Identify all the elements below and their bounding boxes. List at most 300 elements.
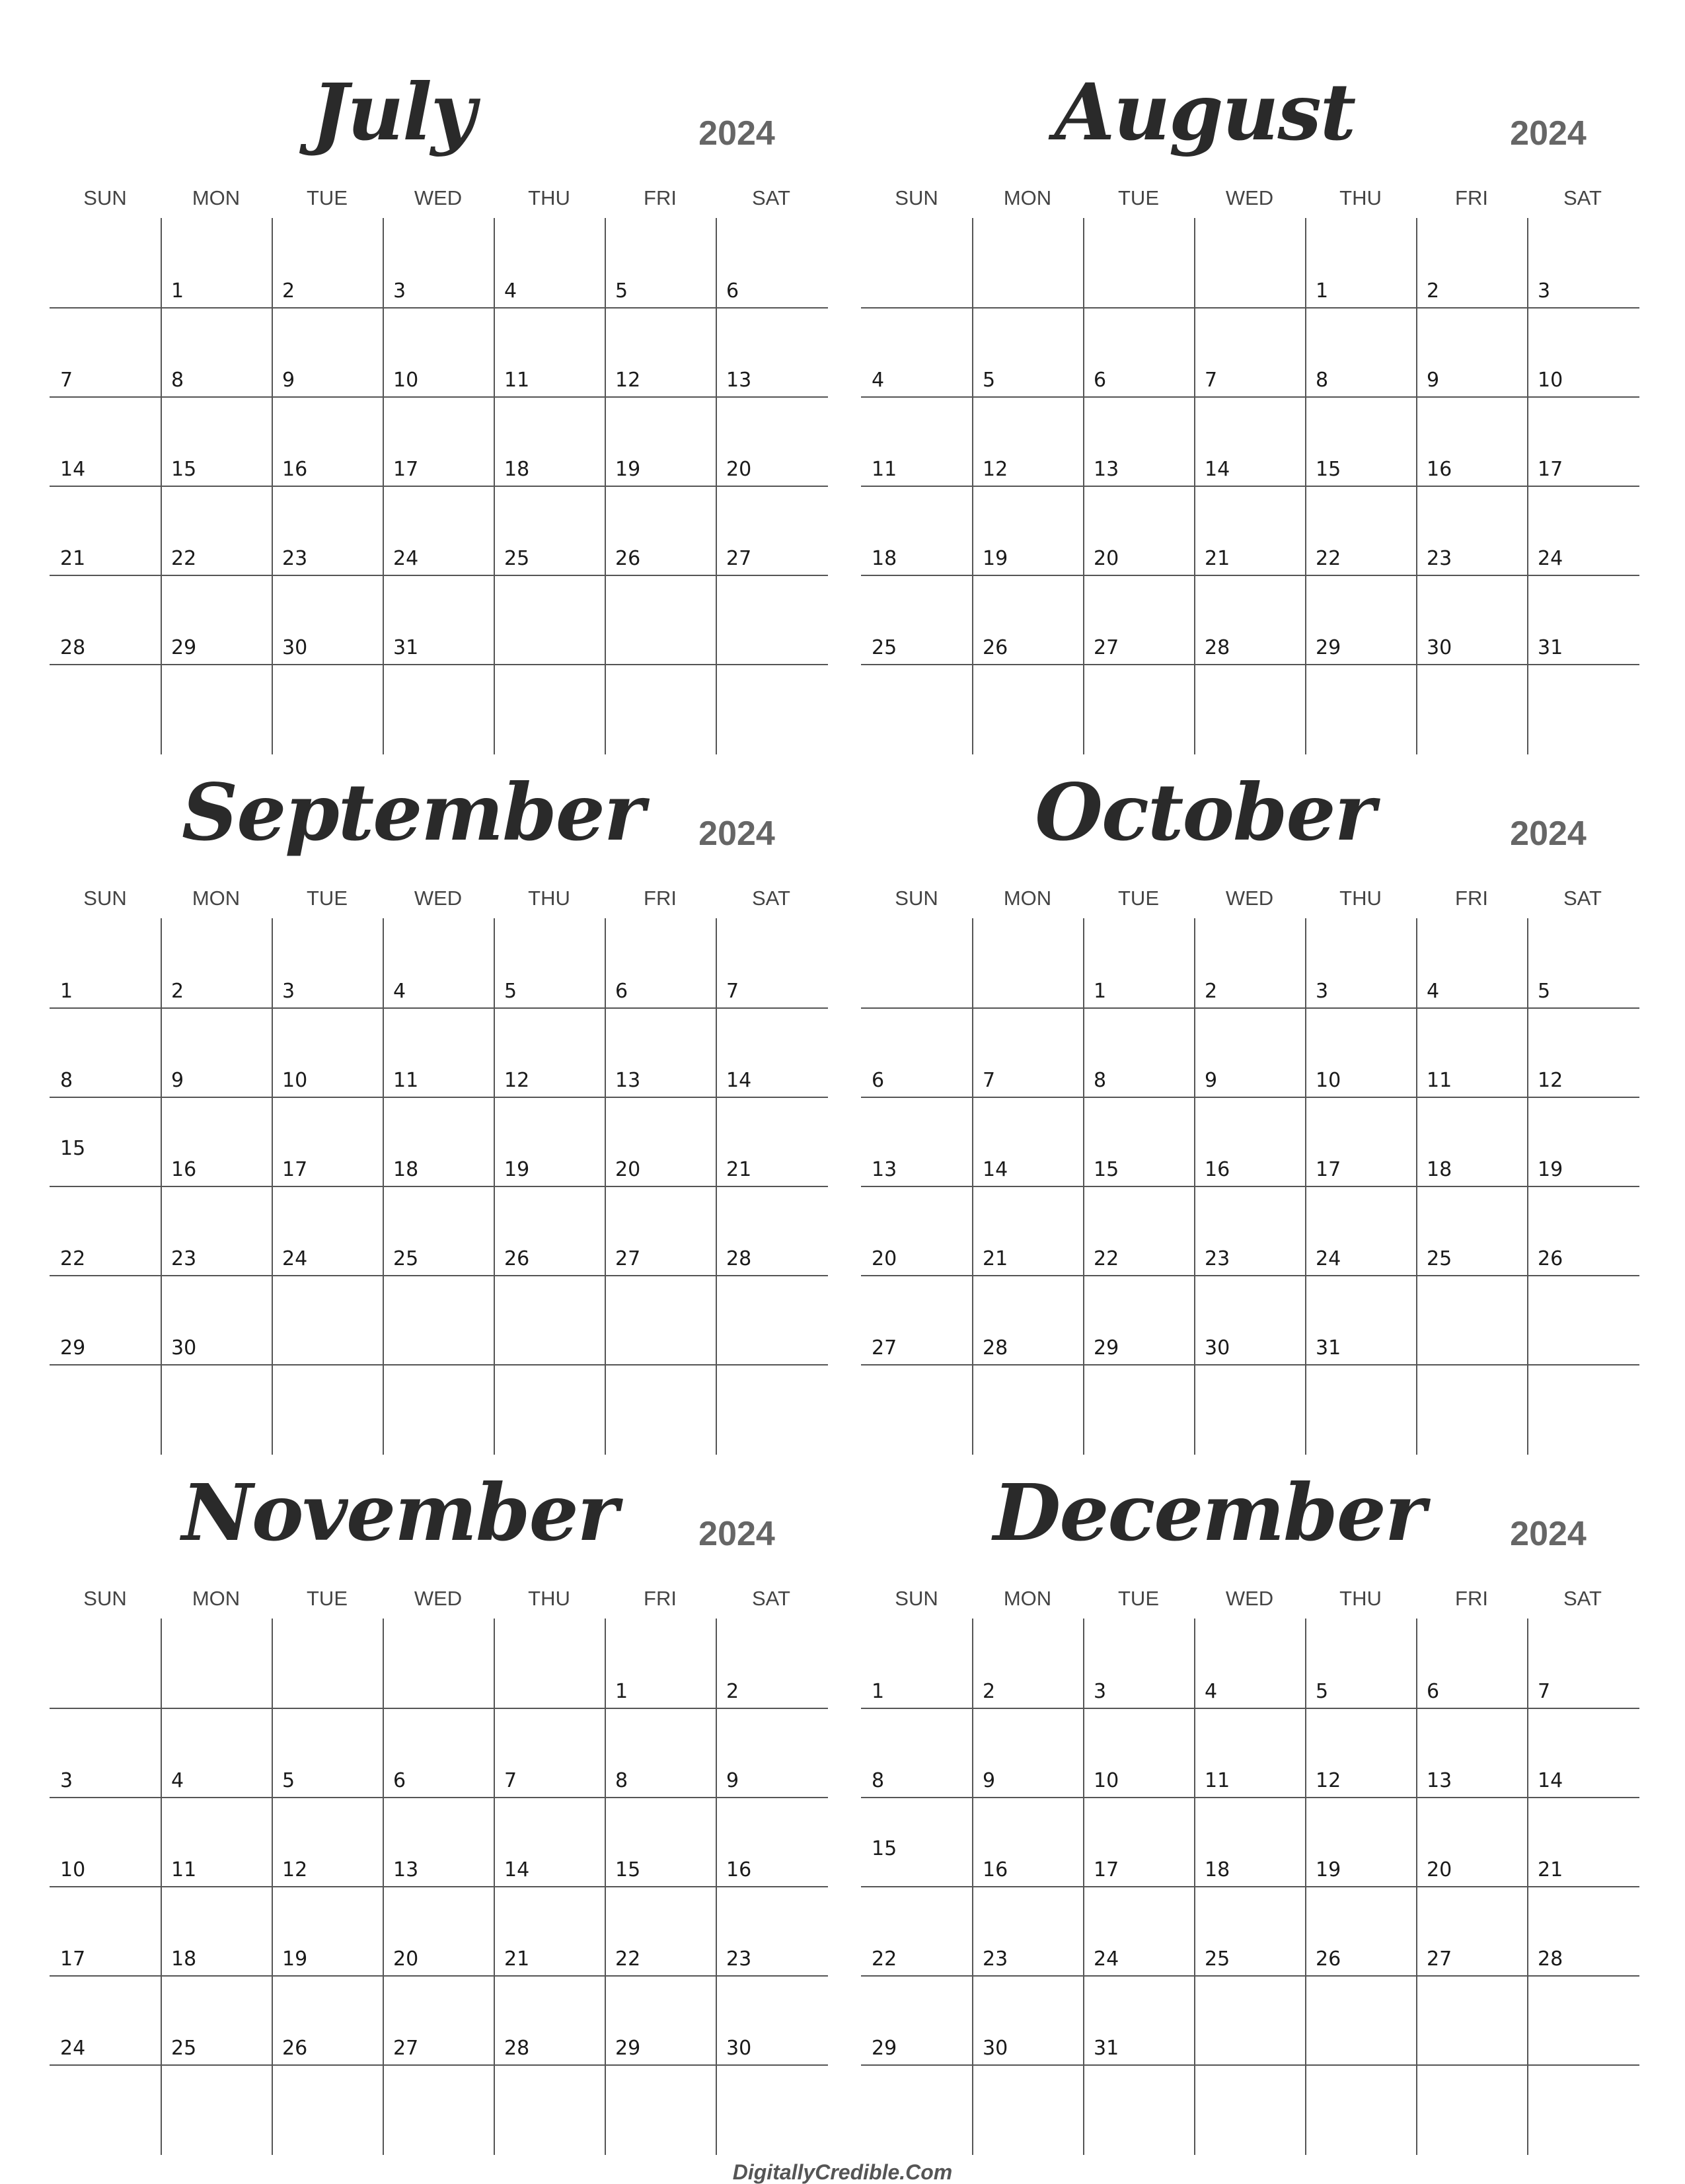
weekday-label: SAT bbox=[752, 887, 790, 910]
month-year: 2024 bbox=[1510, 1515, 1587, 1553]
grid-column-line bbox=[716, 1619, 717, 2155]
day-number: 13 bbox=[726, 369, 752, 392]
grid-row-line bbox=[861, 1886, 1639, 1887]
day-number: 17 bbox=[1094, 1858, 1119, 1881]
weekday-label: TUE bbox=[307, 186, 348, 209]
weekday-header-row bbox=[861, 1587, 1639, 1613]
month-panel-october bbox=[861, 740, 1639, 1401]
day-number: 12 bbox=[1538, 1069, 1563, 1092]
weekday-label: TUE bbox=[307, 1587, 348, 1610]
day-number: 21 bbox=[1205, 547, 1230, 570]
day-number: 15 bbox=[1316, 458, 1341, 481]
day-number: 19 bbox=[1316, 1858, 1341, 1881]
weekday-header-row bbox=[50, 186, 828, 213]
weekday-label: THU bbox=[1339, 887, 1382, 910]
day-number: 1 bbox=[615, 1680, 628, 1703]
day-number: 1 bbox=[872, 1680, 885, 1703]
day-number: 22 bbox=[1094, 1247, 1119, 1270]
day-number: 3 bbox=[60, 1769, 73, 1792]
grid-column-line bbox=[716, 918, 717, 1455]
day-number: 8 bbox=[1316, 369, 1329, 392]
grid-column-line bbox=[1416, 918, 1417, 1455]
day-number: 17 bbox=[1538, 458, 1563, 481]
footer-site-name: DigitallyCredible.Com bbox=[732, 2160, 953, 2184]
grid-column-line bbox=[716, 218, 717, 754]
grid-column-line bbox=[1527, 918, 1528, 1455]
grid-column-line bbox=[1527, 218, 1528, 754]
weekday-label: SAT bbox=[752, 186, 790, 209]
month-grid bbox=[50, 218, 828, 754]
day-number: 1 bbox=[1094, 980, 1107, 1003]
day-number: 3 bbox=[1094, 1680, 1107, 1703]
weekday-label: MON bbox=[1003, 1587, 1052, 1610]
grid-column-line bbox=[272, 918, 273, 1455]
day-number: 13 bbox=[393, 1858, 419, 1881]
month-year: 2024 bbox=[698, 815, 775, 853]
grid-column-line bbox=[972, 1619, 973, 2155]
day-number: 28 bbox=[1205, 636, 1230, 659]
day-number: 9 bbox=[282, 369, 295, 392]
day-number: 29 bbox=[1094, 1336, 1119, 1360]
day-number: 10 bbox=[393, 369, 419, 392]
grid-column-line bbox=[605, 918, 606, 1455]
day-number: 6 bbox=[1427, 1680, 1440, 1703]
grid-row-line bbox=[861, 1975, 1639, 1977]
weekday-label: THU bbox=[528, 1587, 570, 1610]
day-number: 7 bbox=[726, 980, 739, 1003]
day-number: 12 bbox=[615, 369, 641, 392]
day-number: 5 bbox=[282, 1769, 295, 1792]
weekday-label: THU bbox=[528, 186, 570, 209]
grid-row-line bbox=[861, 1797, 1639, 1798]
month-title: August bbox=[1054, 66, 1355, 158]
day-number: 21 bbox=[1538, 1858, 1563, 1881]
day-number: 24 bbox=[1538, 547, 1563, 570]
day-number: 20 bbox=[615, 1158, 641, 1181]
month-title: July bbox=[311, 66, 475, 158]
grid-row-line bbox=[861, 396, 1639, 398]
day-number: 14 bbox=[983, 1158, 1008, 1181]
day-number: 4 bbox=[872, 369, 885, 392]
day-number: 26 bbox=[1316, 1947, 1341, 1971]
grid-row-line bbox=[861, 2064, 1639, 2066]
grid-row-line bbox=[861, 1097, 1639, 1098]
grid-column-line bbox=[1194, 218, 1195, 754]
grid-row-line bbox=[861, 664, 1639, 665]
weekday-label: SAT bbox=[1563, 186, 1602, 209]
day-number: 2 bbox=[171, 980, 184, 1003]
grid-row-line bbox=[861, 307, 1639, 309]
weekday-label: THU bbox=[1339, 1587, 1382, 1610]
day-number: 11 bbox=[171, 1858, 197, 1881]
grid-column-line bbox=[972, 918, 973, 1455]
day-number: 23 bbox=[1427, 547, 1452, 570]
month-year: 2024 bbox=[1510, 114, 1587, 153]
weekday-label: SUN bbox=[895, 887, 938, 910]
day-number: 2 bbox=[282, 279, 295, 303]
grid-row-line bbox=[50, 1275, 828, 1276]
grid-row-line bbox=[50, 396, 828, 398]
day-number: 14 bbox=[1205, 458, 1230, 481]
month-title: December bbox=[993, 1467, 1425, 1558]
day-number: 7 bbox=[983, 1069, 996, 1092]
day-number: 2 bbox=[726, 1680, 739, 1703]
grid-column-line bbox=[605, 218, 606, 754]
day-number: 24 bbox=[60, 2037, 86, 2060]
day-number: 11 bbox=[1427, 1069, 1452, 1092]
grid-column-line bbox=[972, 218, 973, 754]
day-number: 4 bbox=[1427, 980, 1440, 1003]
grid-row-line bbox=[861, 575, 1639, 576]
weekday-label: FRI bbox=[644, 887, 677, 910]
day-number: 27 bbox=[393, 2037, 419, 2060]
weekday-label: TUE bbox=[1118, 887, 1159, 910]
day-number: 1 bbox=[60, 980, 73, 1003]
day-number: 4 bbox=[504, 279, 517, 303]
month-panel-november bbox=[50, 1440, 828, 2101]
grid-column-line bbox=[272, 1619, 273, 2155]
weekday-label: WED bbox=[414, 1587, 463, 1610]
day-number: 5 bbox=[1316, 1680, 1329, 1703]
day-number: 30 bbox=[983, 2037, 1008, 2060]
day-number: 30 bbox=[1205, 1336, 1230, 1360]
day-number: 18 bbox=[393, 1158, 419, 1181]
day-number: 1 bbox=[171, 279, 184, 303]
grid-column-line bbox=[1305, 918, 1306, 1455]
day-number: 10 bbox=[1538, 369, 1563, 392]
day-number: 19 bbox=[615, 458, 641, 481]
day-number: 23 bbox=[171, 1247, 197, 1270]
month-panel-august bbox=[861, 40, 1639, 700]
day-number: 7 bbox=[504, 1769, 517, 1792]
day-number: 24 bbox=[393, 547, 419, 570]
weekday-label: WED bbox=[1225, 1587, 1274, 1610]
month-panel-december bbox=[861, 1440, 1639, 2101]
day-number: 21 bbox=[983, 1247, 1008, 1270]
day-number: 11 bbox=[393, 1069, 419, 1092]
day-number: 29 bbox=[1316, 636, 1341, 659]
grid-row-line bbox=[861, 1708, 1639, 1709]
grid-column-line bbox=[383, 218, 384, 754]
day-number: 29 bbox=[872, 2037, 897, 2060]
day-number: 17 bbox=[282, 1158, 308, 1181]
grid-column-line bbox=[1416, 218, 1417, 754]
day-number: 7 bbox=[1205, 369, 1218, 392]
day-number: 12 bbox=[282, 1858, 308, 1881]
grid-row-line bbox=[50, 575, 828, 576]
weekday-label: SUN bbox=[895, 186, 938, 209]
day-number: 29 bbox=[171, 636, 197, 659]
day-number: 25 bbox=[1205, 1947, 1230, 1971]
weekday-label: WED bbox=[1225, 887, 1274, 910]
weekday-header-row bbox=[861, 186, 1639, 213]
day-number: 28 bbox=[726, 1247, 752, 1270]
month-panel-july bbox=[50, 40, 828, 700]
day-number: 25 bbox=[393, 1247, 419, 1270]
day-number: 14 bbox=[1538, 1769, 1563, 1792]
weekday-label: THU bbox=[528, 887, 570, 910]
day-number: 10 bbox=[282, 1069, 308, 1092]
day-number: 3 bbox=[1538, 279, 1551, 303]
weekday-header-row bbox=[50, 1587, 828, 1613]
day-number: 30 bbox=[171, 1336, 197, 1360]
day-number: 15 bbox=[171, 458, 197, 481]
day-number: 27 bbox=[726, 547, 752, 570]
day-number: 9 bbox=[1427, 369, 1440, 392]
day-number: 12 bbox=[1316, 1769, 1341, 1792]
day-number: 5 bbox=[983, 369, 996, 392]
day-number: 16 bbox=[726, 1858, 752, 1881]
grid-column-line bbox=[1194, 1619, 1195, 2155]
grid-row-line bbox=[50, 486, 828, 487]
weekday-label: FRI bbox=[1455, 887, 1488, 910]
weekday-label: MON bbox=[192, 1587, 241, 1610]
day-number: 27 bbox=[872, 1336, 897, 1360]
day-number: 1 bbox=[1316, 279, 1329, 303]
month-grid bbox=[50, 1619, 828, 2155]
day-number: 14 bbox=[726, 1069, 752, 1092]
day-number: 13 bbox=[872, 1158, 897, 1181]
day-number: 26 bbox=[282, 2037, 308, 2060]
day-number: 19 bbox=[282, 1947, 308, 1971]
grid-row-line bbox=[50, 307, 828, 309]
weekday-label: WED bbox=[414, 887, 463, 910]
day-number: 5 bbox=[504, 980, 517, 1003]
day-number: 8 bbox=[171, 369, 184, 392]
day-number: 15 bbox=[872, 1837, 897, 1860]
grid-column-line bbox=[161, 1619, 162, 2155]
weekday-label: MON bbox=[192, 186, 241, 209]
day-number: 10 bbox=[1316, 1069, 1341, 1092]
day-number: 9 bbox=[726, 1769, 739, 1792]
weekday-label: TUE bbox=[1118, 1587, 1159, 1610]
grid-row-line bbox=[861, 1186, 1639, 1187]
day-number: 24 bbox=[1316, 1247, 1341, 1270]
month-panel-september bbox=[50, 740, 828, 1401]
day-number: 27 bbox=[1427, 1947, 1452, 1971]
day-number: 21 bbox=[60, 547, 86, 570]
grid-row-line bbox=[50, 1364, 828, 1365]
weekday-header-row bbox=[861, 887, 1639, 913]
day-number: 30 bbox=[1427, 636, 1452, 659]
weekday-label: SUN bbox=[83, 1587, 127, 1610]
day-number: 20 bbox=[1094, 547, 1119, 570]
day-number: 22 bbox=[60, 1247, 86, 1270]
day-number: 8 bbox=[615, 1769, 628, 1792]
day-number: 22 bbox=[171, 547, 197, 570]
day-number: 5 bbox=[1538, 980, 1551, 1003]
day-number: 11 bbox=[1205, 1769, 1230, 1792]
month-grid bbox=[861, 218, 1639, 754]
grid-column-line bbox=[1305, 1619, 1306, 2155]
day-number: 17 bbox=[393, 458, 419, 481]
grid-row-line bbox=[50, 1007, 828, 1009]
day-number: 2 bbox=[983, 1680, 996, 1703]
day-number: 3 bbox=[393, 279, 406, 303]
weekday-label: THU bbox=[1339, 186, 1382, 209]
day-number: 15 bbox=[60, 1137, 86, 1160]
weekday-label: SAT bbox=[1563, 887, 1602, 910]
day-number: 31 bbox=[1094, 2037, 1119, 2060]
day-number: 16 bbox=[282, 458, 308, 481]
day-number: 19 bbox=[983, 547, 1008, 570]
month-title: September bbox=[182, 766, 644, 858]
day-number: 3 bbox=[1316, 980, 1329, 1003]
day-number: 28 bbox=[983, 1336, 1008, 1360]
day-number: 8 bbox=[1094, 1069, 1107, 1092]
weekday-label: FRI bbox=[644, 1587, 677, 1610]
day-number: 23 bbox=[983, 1947, 1008, 1971]
day-number: 23 bbox=[726, 1947, 752, 1971]
day-number: 26 bbox=[504, 1247, 530, 1270]
day-number: 10 bbox=[1094, 1769, 1119, 1792]
day-number: 9 bbox=[983, 1769, 996, 1792]
grid-row-line bbox=[50, 1097, 828, 1098]
day-number: 11 bbox=[504, 369, 530, 392]
month-grid bbox=[50, 918, 828, 1455]
weekday-label: FRI bbox=[644, 186, 677, 209]
grid-row-line bbox=[50, 1186, 828, 1187]
day-number: 24 bbox=[1094, 1947, 1119, 1971]
day-number: 30 bbox=[726, 2037, 752, 2060]
day-number: 14 bbox=[504, 1858, 530, 1881]
day-number: 8 bbox=[60, 1069, 73, 1092]
grid-row-line bbox=[50, 664, 828, 665]
day-number: 10 bbox=[60, 1858, 86, 1881]
day-number: 13 bbox=[1094, 458, 1119, 481]
grid-row-line bbox=[50, 1708, 828, 1709]
day-number: 17 bbox=[1316, 1158, 1341, 1181]
grid-column-line bbox=[383, 1619, 384, 2155]
day-number: 22 bbox=[872, 1947, 897, 1971]
day-number: 31 bbox=[393, 636, 419, 659]
day-number: 8 bbox=[872, 1769, 885, 1792]
day-number: 6 bbox=[726, 279, 739, 303]
month-year: 2024 bbox=[1510, 815, 1587, 853]
month-title: November bbox=[182, 1467, 617, 1558]
day-number: 3 bbox=[282, 980, 295, 1003]
day-number: 12 bbox=[504, 1069, 530, 1092]
weekday-label: FRI bbox=[1455, 186, 1488, 209]
day-number: 16 bbox=[983, 1858, 1008, 1881]
day-number: 6 bbox=[393, 1769, 406, 1792]
weekday-label: FRI bbox=[1455, 1587, 1488, 1610]
day-number: 20 bbox=[393, 1947, 419, 1971]
grid-row-line bbox=[50, 1797, 828, 1798]
day-number: 25 bbox=[872, 636, 897, 659]
weekday-label: TUE bbox=[1118, 186, 1159, 209]
day-number: 25 bbox=[171, 2037, 197, 2060]
day-number: 9 bbox=[171, 1069, 184, 1092]
grid-row-line bbox=[50, 1975, 828, 1977]
weekday-label: TUE bbox=[307, 887, 348, 910]
day-number: 18 bbox=[171, 1947, 197, 1971]
day-number: 13 bbox=[615, 1069, 641, 1092]
day-number: 18 bbox=[1205, 1858, 1230, 1881]
day-number: 16 bbox=[171, 1158, 197, 1181]
day-number: 28 bbox=[1538, 1947, 1563, 1971]
day-number: 26 bbox=[615, 547, 641, 570]
day-number: 20 bbox=[872, 1247, 897, 1270]
day-number: 6 bbox=[872, 1069, 885, 1092]
day-number: 25 bbox=[1427, 1247, 1452, 1270]
day-number: 17 bbox=[60, 1947, 86, 1971]
day-number: 5 bbox=[615, 279, 628, 303]
grid-column-line bbox=[1083, 218, 1084, 754]
weekday-label: SAT bbox=[1563, 1587, 1602, 1610]
day-number: 26 bbox=[983, 636, 1008, 659]
day-number: 18 bbox=[504, 458, 530, 481]
grid-column-line bbox=[1527, 1619, 1528, 2155]
day-number: 18 bbox=[872, 547, 897, 570]
day-number: 15 bbox=[615, 1858, 641, 1881]
weekday-label: SUN bbox=[83, 887, 127, 910]
day-number: 22 bbox=[615, 1947, 641, 1971]
weekday-label: SAT bbox=[752, 1587, 790, 1610]
month-grid bbox=[861, 1619, 1639, 2155]
grid-column-line bbox=[1194, 918, 1195, 1455]
month-year: 2024 bbox=[698, 1515, 775, 1553]
day-number: 11 bbox=[872, 458, 897, 481]
day-number: 27 bbox=[1094, 636, 1119, 659]
day-number: 23 bbox=[1205, 1247, 1230, 1270]
weekday-label: SUN bbox=[83, 186, 127, 209]
weekday-label: MON bbox=[1003, 887, 1052, 910]
day-number: 4 bbox=[393, 980, 406, 1003]
day-number: 31 bbox=[1538, 636, 1563, 659]
day-number: 28 bbox=[504, 2037, 530, 2060]
month-grid bbox=[861, 918, 1639, 1455]
grid-column-line bbox=[1083, 1619, 1084, 2155]
day-number: 9 bbox=[1205, 1069, 1218, 1092]
grid-column-line bbox=[383, 918, 384, 1455]
day-number: 4 bbox=[1205, 1680, 1218, 1703]
grid-row-line bbox=[50, 1886, 828, 1887]
month-year: 2024 bbox=[698, 114, 775, 153]
day-number: 20 bbox=[726, 458, 752, 481]
day-number: 21 bbox=[504, 1947, 530, 1971]
day-number: 16 bbox=[1427, 458, 1452, 481]
weekday-label: MON bbox=[1003, 186, 1052, 209]
grid-row-line bbox=[50, 2064, 828, 2066]
day-number: 27 bbox=[615, 1247, 641, 1270]
grid-column-line bbox=[161, 918, 162, 1455]
weekday-label: WED bbox=[1225, 186, 1274, 209]
weekday-label: WED bbox=[414, 186, 463, 209]
weekday-label: SUN bbox=[895, 1587, 938, 1610]
day-number: 24 bbox=[282, 1247, 308, 1270]
day-number: 22 bbox=[1316, 547, 1341, 570]
day-number: 2 bbox=[1205, 980, 1218, 1003]
grid-column-line bbox=[494, 218, 495, 754]
day-number: 14 bbox=[60, 458, 86, 481]
day-number: 18 bbox=[1427, 1158, 1452, 1181]
day-number: 30 bbox=[282, 636, 308, 659]
day-number: 28 bbox=[60, 636, 86, 659]
month-title: October bbox=[1035, 766, 1374, 858]
day-number: 29 bbox=[60, 1336, 86, 1360]
day-number: 20 bbox=[1427, 1858, 1452, 1881]
grid-column-line bbox=[1083, 918, 1084, 1455]
day-number: 26 bbox=[1538, 1247, 1563, 1270]
weekday-label: MON bbox=[192, 887, 241, 910]
day-number: 16 bbox=[1205, 1158, 1230, 1181]
grid-column-line bbox=[1416, 1619, 1417, 2155]
grid-row-line bbox=[861, 486, 1639, 487]
day-number: 2 bbox=[1427, 279, 1440, 303]
grid-column-line bbox=[161, 218, 162, 754]
grid-column-line bbox=[1305, 218, 1306, 754]
